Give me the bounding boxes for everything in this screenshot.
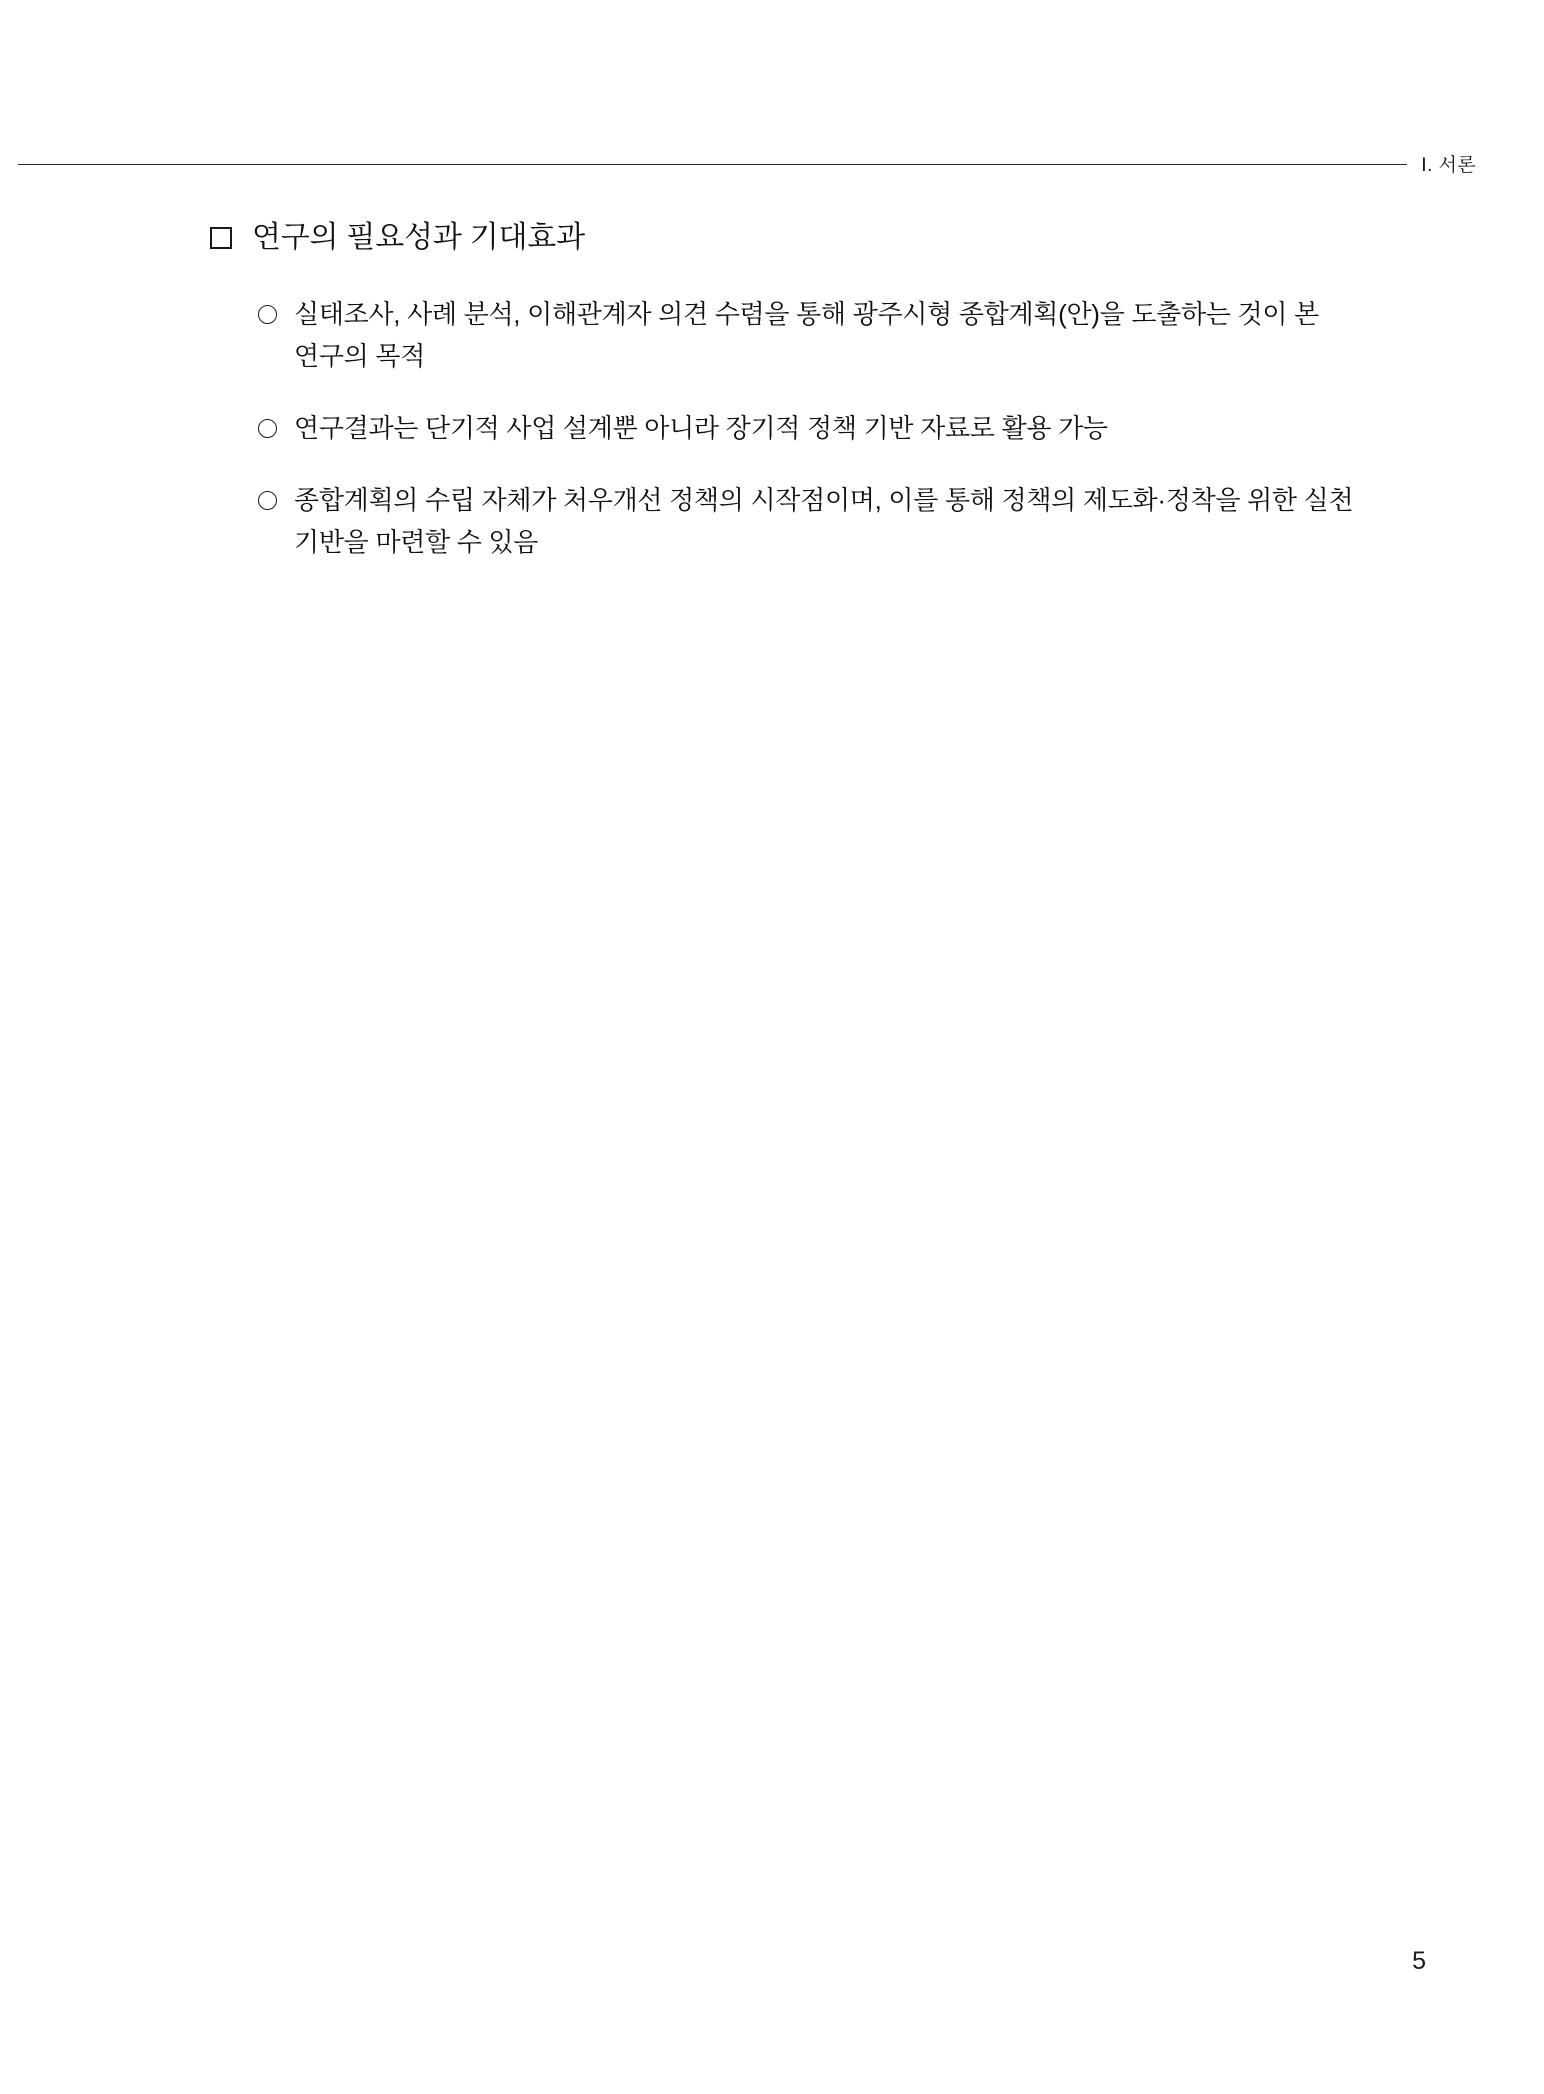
circle-bullet-icon bbox=[258, 419, 277, 438]
page-number: 5 bbox=[1412, 1947, 1426, 1975]
circle-bullet-icon bbox=[258, 305, 277, 324]
list-item-text: 실태조사, 사례 분석, 이해관계자 의견 수렴을 통해 광주시형 종합계획(안)을 도출하는 것이 본 연구의 목적 bbox=[294, 298, 1319, 371]
header-divider bbox=[18, 164, 1407, 165]
list-item bbox=[258, 293, 1369, 377]
square-bullet-icon bbox=[210, 227, 232, 249]
page-content bbox=[210, 218, 1369, 563]
list-item-text: 종합계획의 수립 자체가 처우개선 정책의 시작점이며, 이를 통해 정책의 제도화·정착을 위한 실천 기반을 마련할 수 있음 bbox=[294, 484, 1354, 557]
bullet-list bbox=[210, 293, 1369, 564]
running-header bbox=[18, 150, 1476, 176]
list-item bbox=[258, 479, 1369, 563]
section-heading-label: 연구의 필요성과 기대효과 bbox=[252, 221, 585, 254]
section-heading bbox=[210, 218, 1369, 259]
circle-bullet-icon bbox=[258, 491, 277, 510]
running-header-title: Ⅰ. 서론 bbox=[1421, 154, 1476, 176]
list-item-text: 연구결과는 단기적 사업 설계뿐 아니라 장기적 정책 기반 자료로 활용 가능 bbox=[294, 412, 1108, 443]
list-item bbox=[258, 407, 1369, 449]
